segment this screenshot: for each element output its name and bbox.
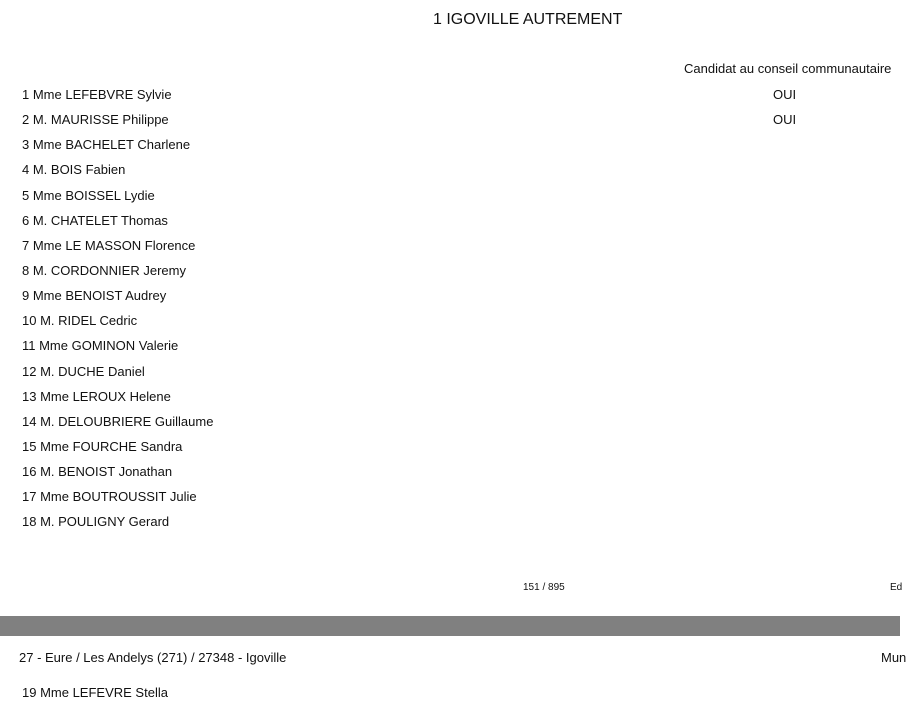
candidate-row bbox=[0, 107, 900, 132]
candidate-name: 3 Mme BACHELET Charlene bbox=[22, 137, 191, 153]
candidate-name: 5 Mme BOISSEL Lydie bbox=[22, 187, 155, 203]
candidate-row bbox=[0, 459, 900, 484]
list-title: 1 IGOVILLE AUTREMENT bbox=[433, 11, 623, 28]
footer-clipped-text: Ed bbox=[890, 582, 903, 593]
candidate-row bbox=[0, 258, 900, 283]
candidate-row bbox=[0, 409, 900, 434]
candidate-row bbox=[0, 484, 900, 509]
candidate-row bbox=[0, 132, 900, 157]
location-header: 27 - Eure / Les Andelys (271) / 27348 - Igoville bbox=[19, 650, 287, 665]
candidate-name: 10 M. RIDEL Cedric bbox=[22, 313, 138, 329]
candidate-name: 19 Mme LEFEVRE Stella bbox=[22, 685, 168, 700]
candidate-name: 4 M. BOIS Fabien bbox=[22, 162, 126, 178]
community-council-column-header: Candidat au conseil communautaire bbox=[684, 61, 892, 76]
candidate-name: 17 Mme BOUTROUSSIT Julie bbox=[22, 489, 197, 505]
candidate-row bbox=[0, 359, 900, 384]
candidate-list bbox=[0, 82, 900, 535]
candidate-row bbox=[0, 208, 900, 233]
candidate-row bbox=[0, 308, 900, 333]
candidate-name: 11 Mme GOMINON Valerie bbox=[22, 338, 179, 354]
candidate-row bbox=[0, 509, 900, 534]
header-clipped-text: Mun bbox=[881, 650, 906, 665]
candidate-row bbox=[0, 384, 900, 409]
candidate-name: 8 M. CORDONNIER Jeremy bbox=[22, 262, 186, 278]
candidate-name: 13 Mme LEROUX Helene bbox=[22, 388, 171, 404]
community-council-flag: OUI bbox=[773, 87, 797, 102]
candidate-row bbox=[0, 157, 900, 182]
candidate-name: 9 Mme BENOIST Audrey bbox=[22, 288, 167, 304]
candidate-name: 14 M. DELOUBRIERE Guillaume bbox=[22, 413, 214, 429]
candidate-name: 18 M. POULIGNY Gerard bbox=[22, 514, 170, 530]
candidate-row bbox=[0, 183, 900, 208]
candidate-name: 7 Mme LE MASSON Florence bbox=[22, 237, 196, 253]
community-council-flag: OUI bbox=[773, 112, 797, 128]
candidate-row bbox=[0, 333, 900, 358]
candidate-name: 12 M. DUCHE Daniel bbox=[22, 363, 145, 379]
candidate-row bbox=[0, 82, 900, 107]
candidate-name: 1 Mme LEFEBVRE Sylvie bbox=[22, 87, 172, 102]
candidate-name: 6 M. CHATELET Thomas bbox=[22, 212, 168, 228]
candidate-name: 2 M. MAURISSE Philippe bbox=[22, 112, 169, 128]
document-page-bottom bbox=[0, 636, 906, 716]
candidate-row bbox=[0, 434, 900, 459]
page-number: 151 / 895 bbox=[523, 582, 565, 593]
candidate-name: 16 M. BENOIST Jonathan bbox=[22, 464, 173, 480]
candidate-name: 15 Mme FOURCHE Sandra bbox=[22, 438, 183, 454]
candidate-row bbox=[0, 233, 900, 258]
candidate-row bbox=[0, 283, 900, 308]
page-separator bbox=[0, 616, 900, 636]
